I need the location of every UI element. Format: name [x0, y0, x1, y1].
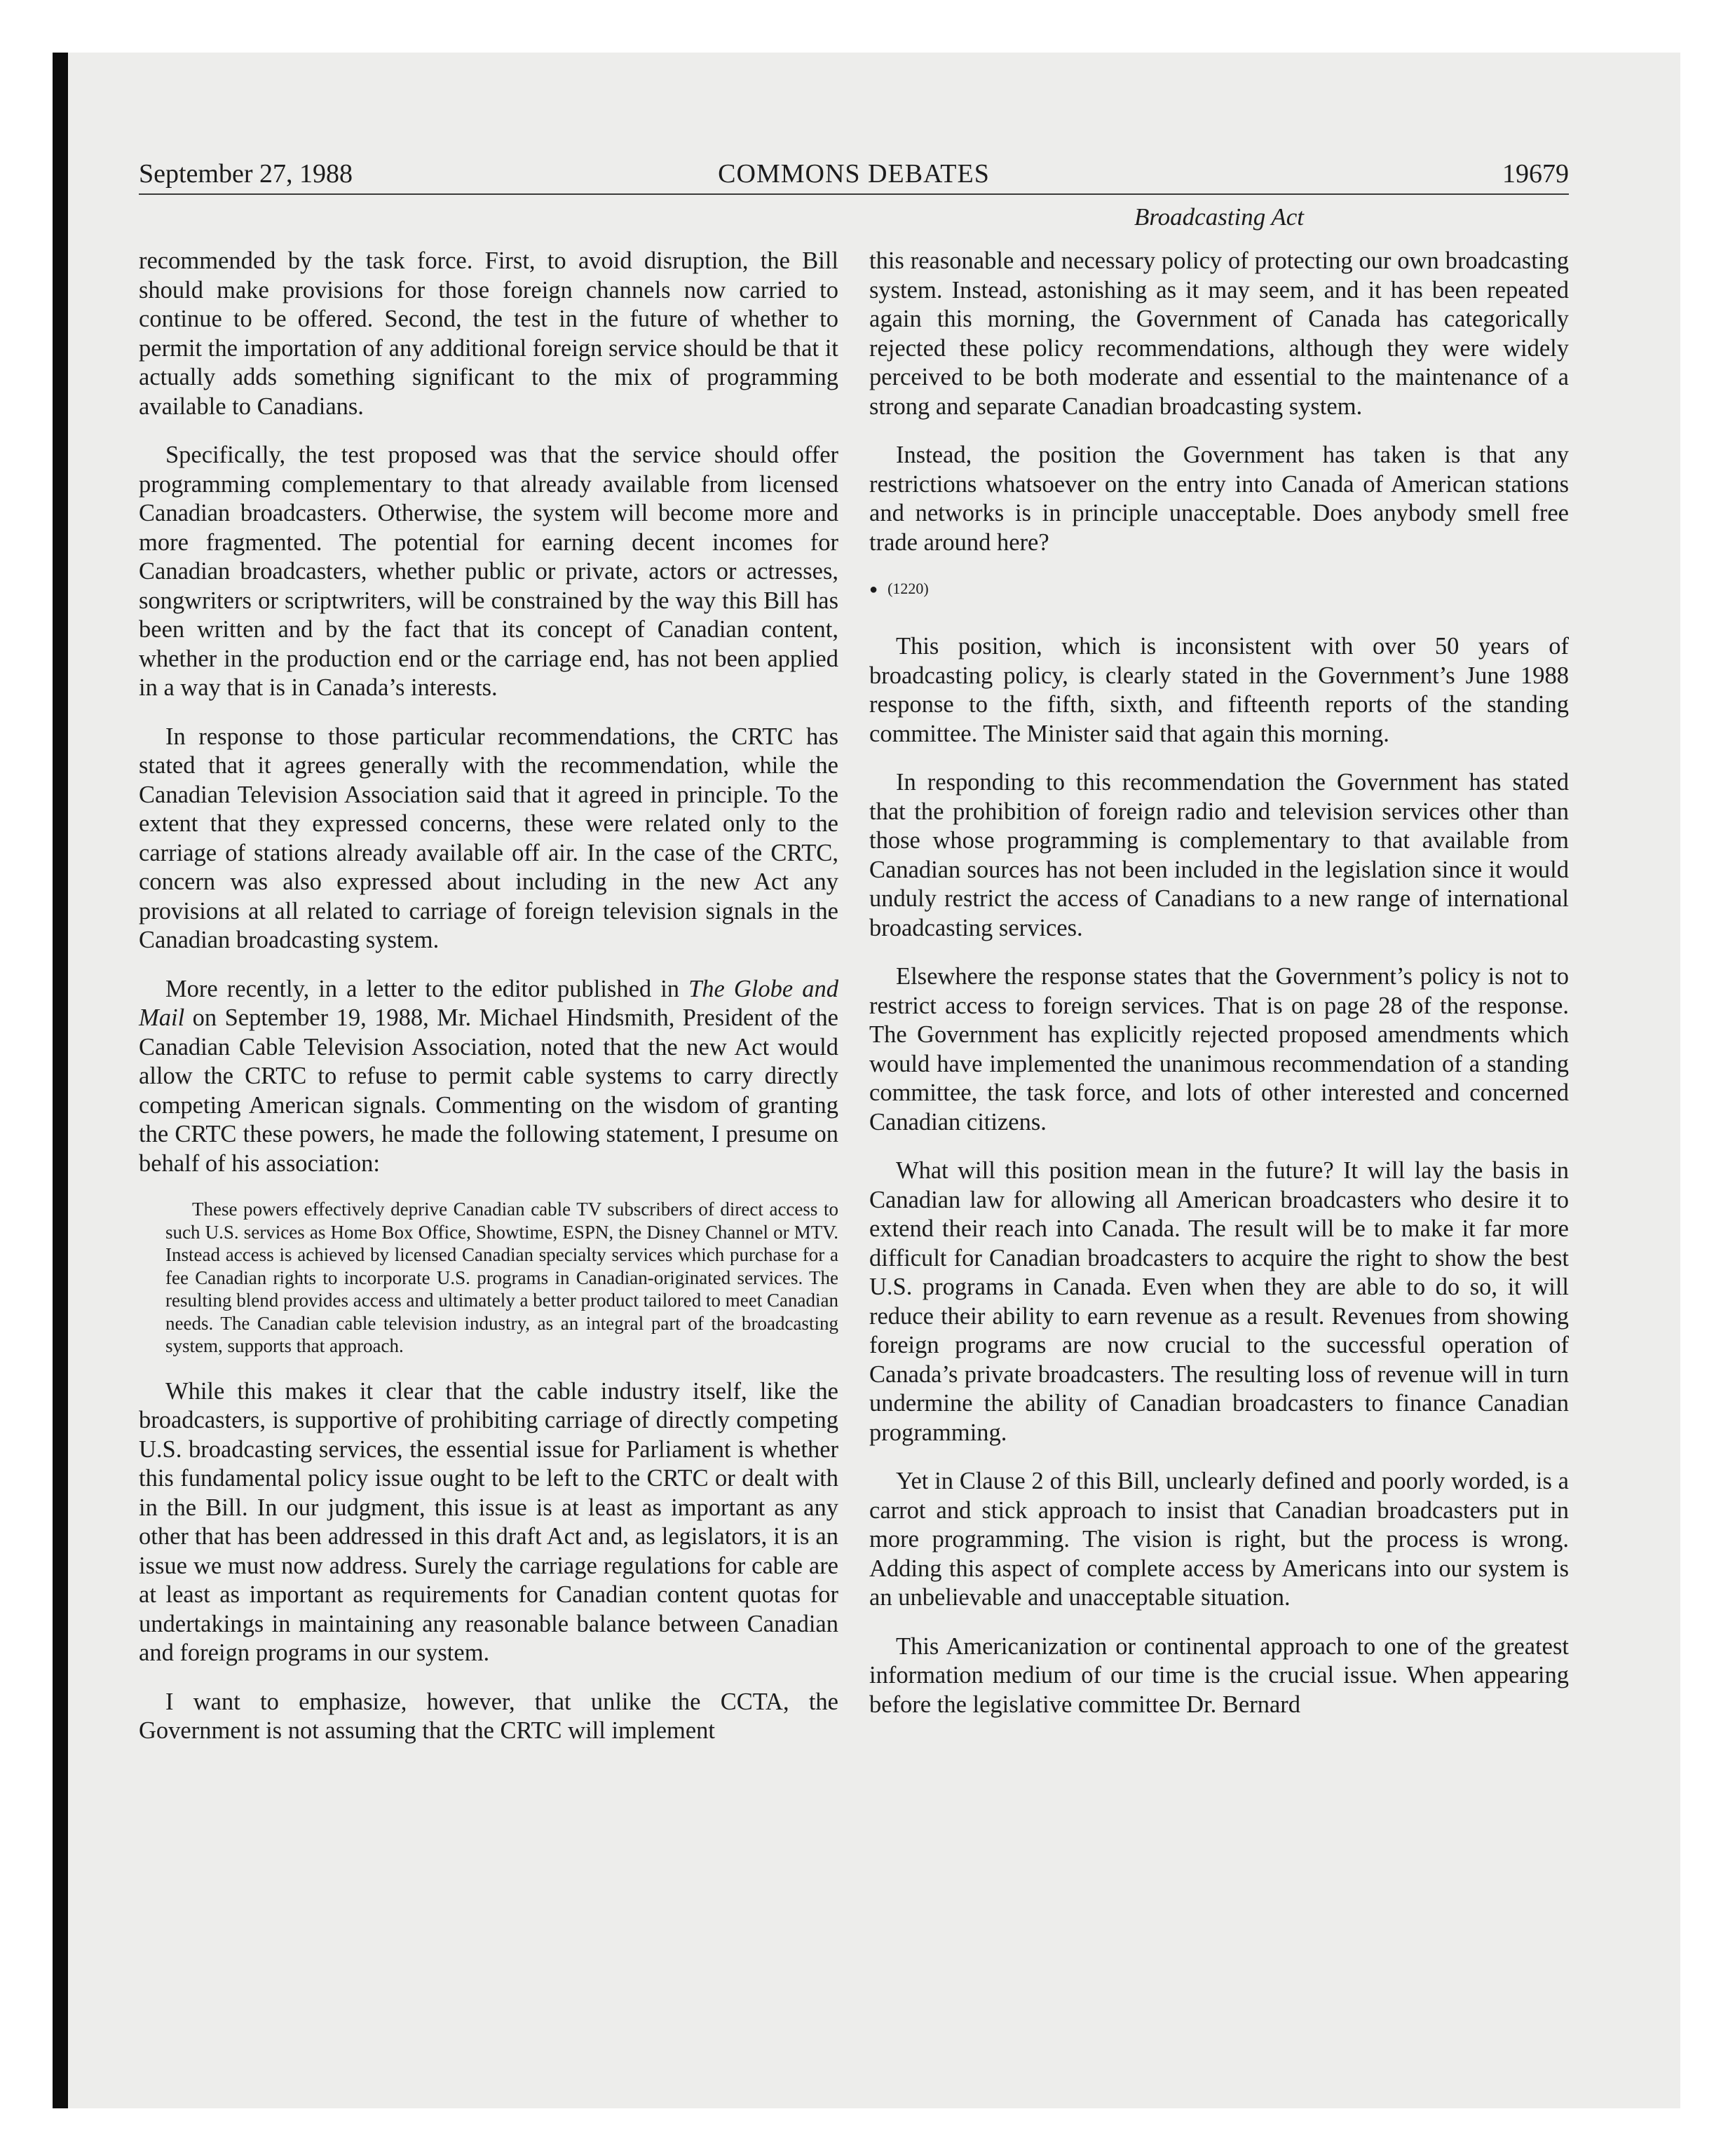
- paragraph: In response to those particular recommendations, the CRTC has stated that it agrees generally with the recommendation, while the Canadian Television Association said that it agreed in principle. To the extent that they expressed concerns, these were related only to the carriage of stations already available off air. In the case of the CRTC, concern was also expressed about including in the new Act any provisions at all related to carriage of foreign television signals in the Canadian broadcasting system.: [139, 723, 838, 953]
- time-marker-text: (1220): [887, 580, 929, 597]
- paragraph: [139, 975, 838, 1179]
- right-column: [869, 247, 1569, 1739]
- paragraph: I want to emphasize, however, that unlike the CCTA, the Government is not assuming that the CRTC will implement: [139, 1688, 838, 1744]
- paragraph: This position, which is inconsistent with over 50 years of broadcasting policy, is clearly stated in the Government’s June 1988 response to the fifth, sixth, and fifteenth reports of the standing committee. The Minister said that again this morning.: [869, 633, 1569, 747]
- paragraph: Yet in Clause 2 of this Bill, unclearly defined and poorly worded, is a carrot and stick approach to insist that Canadian broadcasters put in more programming. The vision is right, but the process is wrong. Adding this aspect of complete access by Americans into our system is an unbelievable and unacceptable situation.: [869, 1468, 1569, 1611]
- left-column: [139, 247, 838, 1766]
- paragraph-text: More recently, in a letter to the editor published in: [165, 975, 689, 1002]
- publication-title: The Globe and Mail: [139, 975, 838, 1031]
- running-header: [139, 153, 1569, 195]
- paragraph: Specifically, the test proposed was that the service should offer programming complementary to that already available from licensed Canadian broadcasters. Otherwise, the system will become more and more fragmented. The potential for earning decent incomes for Canadian broadcasters, whether public or private, actors or actresses, songwriters or scriptwriters, will be constrained by the way this Bill has been written and by the fact that its concept of Canadian content, whether in the production end or the carriage end, has not been applied in a way that is in Canada’s interests.: [139, 442, 838, 701]
- paragraph: In responding to this recommendation the Government has stated that the prohibition of foreign radio and television services other than those whose programming is complementary to that available from Canadian sources has not been included in the legislation since it would unduly restrict the access of Canadians to a new range of international broadcasting services.: [869, 769, 1569, 941]
- paragraph: What will this position mean in the future? It will lay the basis in Canadian law for allowing all American broadcasters who desire it to extend their reach into Canada. The result will be to make it far more difficult for Canadian broadcasters to acquire the right to show the best U.S. programs in Canada. Even when they are able to do so, it will reduce their ability to earn revenue as a result. Revenues from showing foreign programs are now crucial to the successful operation of Canada’s private broadcasters. The resulting loss of revenue will in turn undermine the ability of Canadian broadcasters to finance Canadian programming.: [869, 1157, 1569, 1446]
- block-quote: These powers effectively deprive Canadian cable TV subscribers of direct access to such U.S. services as Home Box Office, Showtime, ESPN, the Disney Channel or MTV. Instead access is achieved by licensed Canadian specialty services which purchase for a fee Canadian rights to incorporate U.S. programs in Canadian-originated services. The resulting blend provides access and ultimately a better product tailored to meet Canadian needs. The Canadian cable television industry, as an integral part of the broadcasting system, supports that approach.: [165, 1199, 838, 1356]
- time-marker: [869, 577, 1569, 601]
- section-title: Broadcasting Act: [1134, 203, 1305, 231]
- paragraph: This Americanization or continental approach to one of the greatest information medium of our time is the crucial issue. When appearing before the legislative committee Dr. Bernard: [869, 1632, 1569, 1718]
- paragraph: Elsewhere the response states that the Government’s policy is not to restrict access to foreign services. That is on page 28 of the response. The Government has explicitly rejected proposed amendments which would have implemented the unanimous recommendation of a standing committee, the task force, and lots of other interested and concerned Canadian citizens.: [869, 963, 1569, 1135]
- header-title: COMMONS DEBATES: [718, 159, 990, 189]
- paragraph: While this makes it clear that the cable industry itself, like the broadcasters, is supportive of prohibiting carriage of directly competing U.S. broadcasting services, the essential issue for Parliament is whether this fundamental policy issue ought to be left to the CRTC or dealt with in the Bill. In our judgment, this issue is at least as important as any other that has been addressed in this draft Act and, as legislators, it is an issue we must now address. Surely the carriage regulations for cable are at least as important as requirements for Canadian content quotas for undertakings in maintaining any reasonable balance between Canadian and foreign programs in our system.: [139, 1377, 838, 1666]
- bullet-icon: ●: [869, 582, 878, 597]
- paragraph: this reasonable and necessary policy of protecting our own broadcasting system. Instead, astonishing as it may seem, and it has been repeated again this morning, the Government of Canada has categorically rejected these policy recommendations, although they were widely perceived to be both moderate and essential to the maintenance of a strong and separate Canadian broadcasting system.: [869, 247, 1569, 420]
- header-date: September 27, 1988: [139, 159, 353, 189]
- header-page-number: 19679: [1502, 159, 1569, 189]
- paragraph-text: on September 19, 1988, Mr. Michael Hindsmith, President of the Canadian Cable Television Association, noted that the new Act would allow the CRTC to refuse to permit cable systems to carry directly competing American signals. Commenting on the wisdom of granting the CRTC these powers, he made the following statement, I presume on behalf of his association:: [139, 1004, 838, 1177]
- paragraph: Instead, the position the Government has taken is that any restrictions whatsoever on the entry into Canada of American stations and networks is in principle unacceptable. Does anybody smell free trade around here?: [869, 442, 1569, 556]
- paragraph: recommended by the task force. First, to avoid disruption, the Bill should make provisions for those foreign channels now carried to continue to be offered. Second, the test in the future of whether to permit the importation of any additional foreign service should be that it actually adds something significant to the mix of programming available to Canadians.: [139, 247, 838, 420]
